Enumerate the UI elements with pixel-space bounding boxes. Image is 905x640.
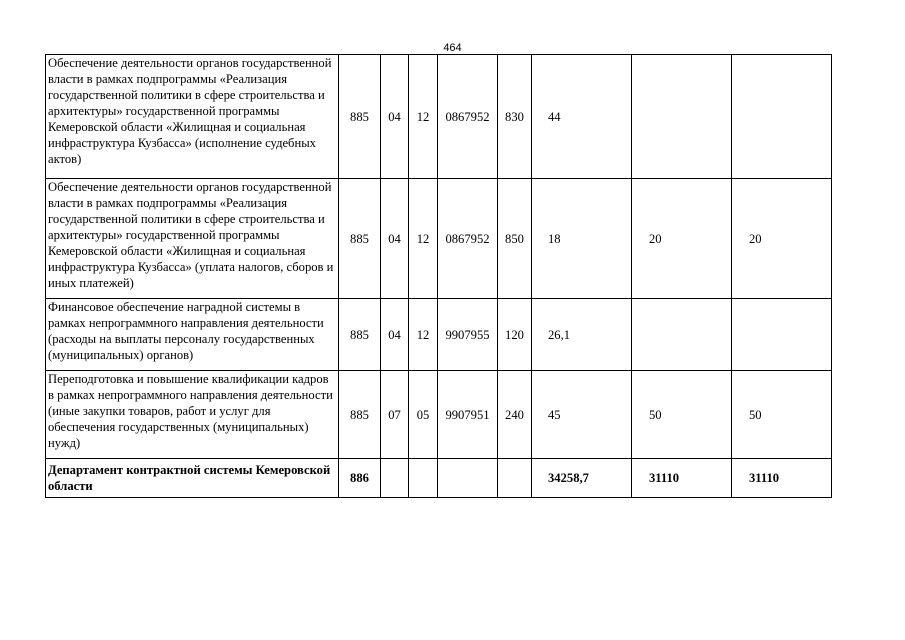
amount-year1-cell: 26,1 [532, 299, 632, 371]
subsection-code-cell: 05 [409, 371, 438, 459]
target-code-cell: 9907955 [438, 299, 498, 371]
amount-year3-cell [732, 55, 832, 179]
table-row [46, 299, 832, 371]
subsection-code-cell [409, 459, 438, 498]
row-name-cell: Обеспечение деятельности органов государственной власти в рамках подпрограммы «Реализация государственной политики в сфере строительства и архитектуры» государственной программы Кемеровской области «Жилищная и социальная инфраструктура Кузбасса» (исполнение судебных актов) [46, 55, 339, 179]
amount-year1-cell: 45 [532, 371, 632, 459]
row-name-cell: Финансовое обеспечение наградной системы в рамках непрограммного направления деятельности (расходы на выплаты персоналу государственных (муниципальных) органов) [46, 299, 339, 371]
expense-type-cell [498, 459, 532, 498]
amount-year2-cell [632, 55, 732, 179]
section-code-cell: 04 [381, 55, 409, 179]
subsection-code-cell: 12 [409, 55, 438, 179]
section-code-cell: 07 [381, 371, 409, 459]
amount-year3-cell: 31110 [732, 459, 832, 498]
amount-year3-cell: 50 [732, 371, 832, 459]
section-code-cell: 04 [381, 179, 409, 299]
page-number: 464 [443, 42, 462, 54]
amount-year2-cell: 20 [632, 179, 732, 299]
target-code-cell: 0867952 [438, 179, 498, 299]
expense-type-cell: 120 [498, 299, 532, 371]
amount-year2-cell: 50 [632, 371, 732, 459]
expense-type-cell: 240 [498, 371, 532, 459]
amount-year1-cell: 34258,7 [532, 459, 632, 498]
ministry-code-cell: 885 [339, 179, 381, 299]
table-row [46, 371, 832, 459]
target-code-cell: 0867952 [438, 55, 498, 179]
row-name-cell: Департамент контрактной системы Кемеровской области [46, 459, 339, 498]
amount-year3-cell: 20 [732, 179, 832, 299]
amount-year1-cell: 18 [532, 179, 632, 299]
section-code-cell: 04 [381, 299, 409, 371]
table-row-total [46, 459, 832, 498]
budget-table [45, 54, 832, 498]
expense-type-cell: 830 [498, 55, 532, 179]
amount-year2-cell [632, 299, 732, 371]
ministry-code-cell: 885 [339, 299, 381, 371]
row-name-cell: Обеспечение деятельности органов государственной власти в рамках подпрограммы «Реализация государственной политики в сфере строительства и архитектуры» государственной программы Кемеровской области «Жилищная и социальная инфраструктура Кузбасса» (уплата налогов, сборов и иных платежей) [46, 179, 339, 299]
row-name-cell: Переподготовка и повышение квалификации кадров в рамках непрограммного направления деятельности (иные закупки товаров, работ и услуг для обеспечения государственных (муниципальных) нужд) [46, 371, 339, 459]
target-code-cell: 9907951 [438, 371, 498, 459]
ministry-code-cell: 886 [339, 459, 381, 498]
target-code-cell [438, 459, 498, 498]
ministry-code-cell: 885 [339, 371, 381, 459]
ministry-code-cell: 885 [339, 55, 381, 179]
amount-year2-cell: 31110 [632, 459, 732, 498]
section-code-cell [381, 459, 409, 498]
table-row [46, 55, 832, 179]
table-row [46, 179, 832, 299]
amount-year1-cell: 44 [532, 55, 632, 179]
expense-type-cell: 850 [498, 179, 532, 299]
amount-year3-cell [732, 299, 832, 371]
subsection-code-cell: 12 [409, 299, 438, 371]
subsection-code-cell: 12 [409, 179, 438, 299]
